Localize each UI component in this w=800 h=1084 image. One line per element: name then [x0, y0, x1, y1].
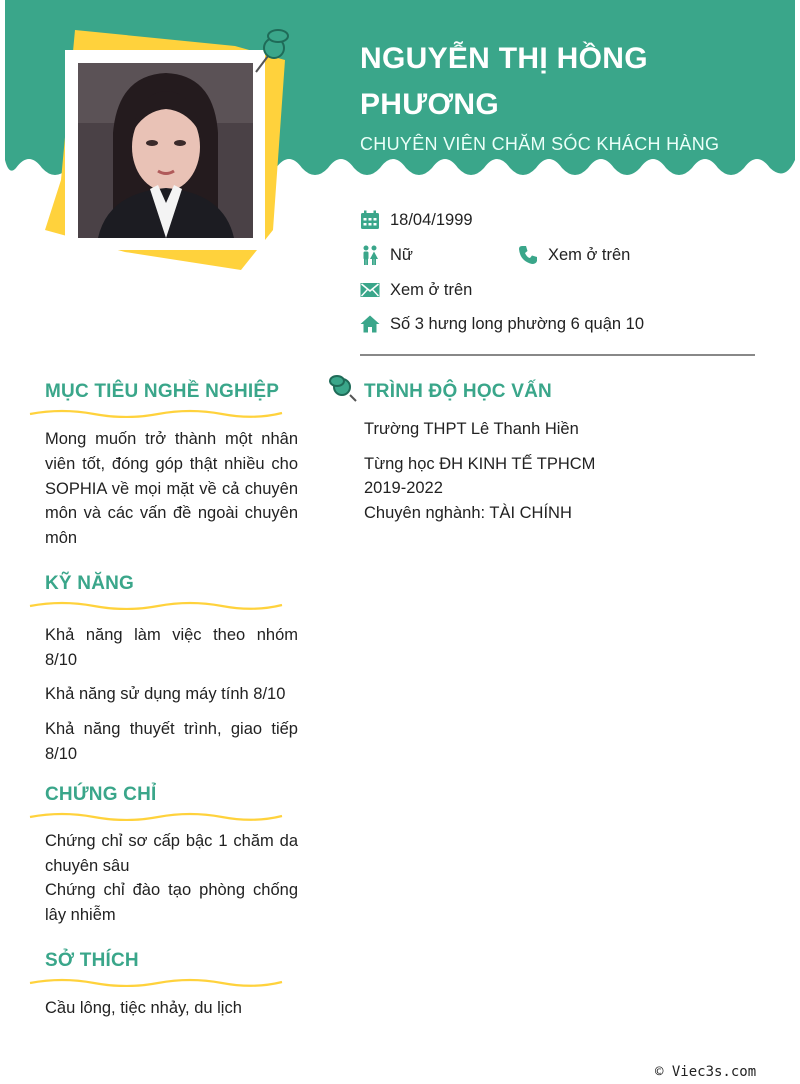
birthday-value: 18/04/1999 — [390, 210, 473, 229]
gender-icon — [360, 245, 380, 265]
education-university: Từng học ĐH KINH TẾ TPHCM — [364, 455, 596, 473]
info-address — [360, 314, 644, 334]
education-school: Trường THPT Lê Thanh Hiền — [364, 420, 579, 438]
objective-text: Mong muốn trở thành một nhân viên tốt, đóng góp thật nhiều cho SOPHIA về mọi mặt về cả chuyên môn và các vấn đề ngoài chuyên môn — [45, 430, 298, 548]
skill-item: Khả năng làm việc theo nhóm 8/10 — [45, 626, 298, 669]
skill-item: Khả năng thuyết trình, giao tiếp 8/10 — [45, 720, 298, 763]
objective-underline — [28, 408, 283, 418]
pin-icon — [250, 22, 290, 74]
skill-item: Khả năng sử dụng máy tính 8/10 — [45, 685, 286, 703]
info-phone — [518, 245, 630, 265]
calendar-icon — [360, 210, 380, 230]
gender-value: Nữ — [390, 245, 413, 264]
pushpin-icon — [328, 373, 358, 403]
avatar — [78, 63, 253, 238]
skills-title: KỸ NĂNG — [45, 573, 135, 594]
job-title: CHUYÊN VIÊN CHĂM SÓC KHÁCH HÀNG — [360, 134, 720, 154]
email-value: Xem ở trên — [390, 280, 473, 299]
info-divider — [360, 354, 755, 356]
home-icon — [360, 314, 380, 334]
certificate-item: Chứng chỉ sơ cấp bậc 1 chăm da chuyên sâu — [45, 832, 298, 875]
phone-value: Xem ở trên — [548, 245, 631, 264]
hobbies-underline — [28, 977, 283, 987]
education-title: TRÌNH ĐỘ HỌC VẤN — [364, 381, 552, 402]
mail-icon — [360, 280, 380, 300]
hobbies-text: Cầu lông, tiệc nhảy, du lịch — [45, 999, 242, 1017]
skills-underline — [28, 600, 283, 610]
info-birthday — [360, 210, 473, 230]
phone-icon — [518, 245, 538, 265]
objective-title: MỤC TIÊU NGHỀ NGHIỆP — [45, 381, 280, 402]
hobbies-title: SỞ THÍCH — [45, 950, 139, 971]
certificate-item: Chứng chỉ đào tạo phòng chống lây nhiễm — [45, 881, 298, 924]
education-years: 2019-2022 — [364, 479, 443, 497]
address-value: Số 3 hưng long phường 6 quận 10 — [390, 314, 645, 333]
info-email — [360, 280, 472, 300]
copyright-footer: © Viec3s.com — [655, 1064, 757, 1080]
education-major: Chuyên nghành: TÀI CHÍNH — [364, 504, 572, 522]
candidate-name: NGUYỄN THỊ HỒNG PHƯƠNG — [360, 42, 648, 121]
certificates-title: CHỨNG CHỈ — [45, 784, 157, 805]
certificates-underline — [28, 811, 283, 821]
info-gender — [360, 245, 413, 265]
